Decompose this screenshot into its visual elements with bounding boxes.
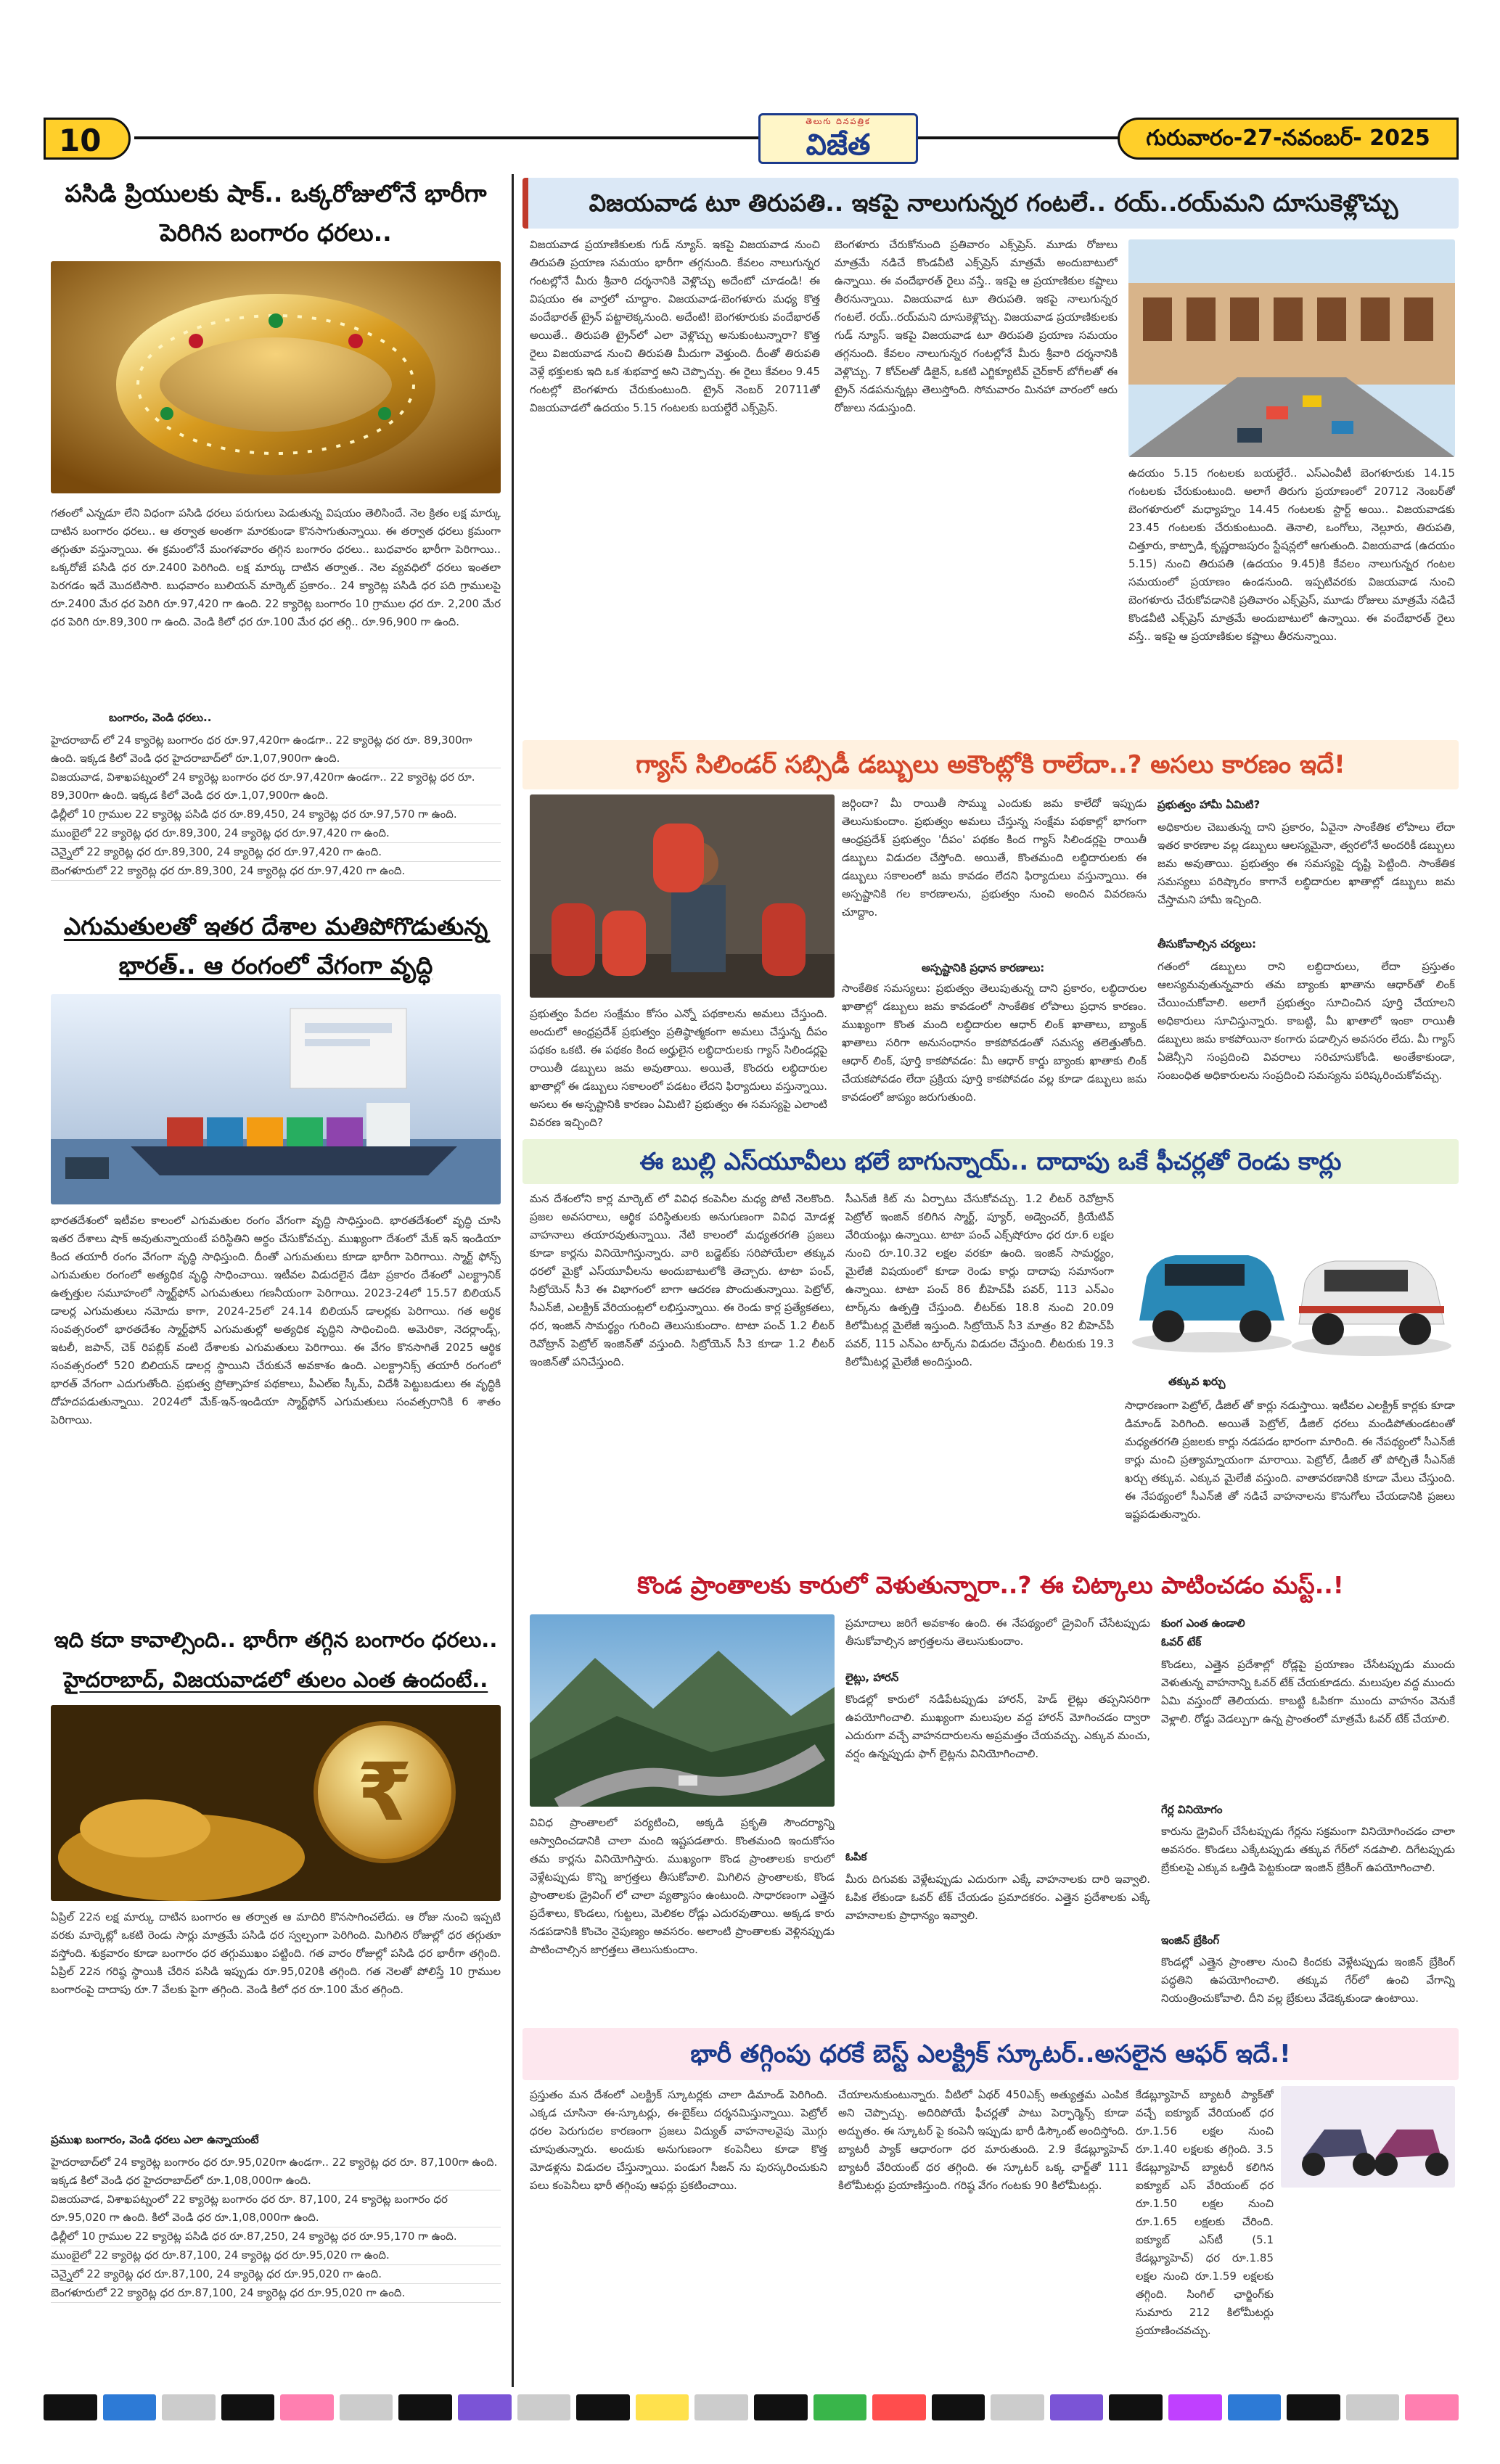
price-row: ఢిల్లీలో 10 గ్రాముల 22 క్యారెట్ల పసిడి ధర రూ.89,450, 24 క్యారెట్ల ధర రూ.97,570 గా ఉంది. (51, 805, 501, 824)
cars-col-3: సాధారణంగా పెట్రోల్, డీజిల్ తో కార్లు నడుస్తాయి. ఇటీవల ఎలక్ట్రిక్ కార్లకు కూడా డిమాండ్ పెరిగింది. అయితే పెట్రోల్, డీజిల్ ధరలు మండిపోతుండటంతో మధ్యతరగతి ప్రజలకు కార్లు నడపడం భారంగా మారింది. ఈ నేపథ్యంలో సీఎన్‌జీ కార్లు మంచి ప్రత్యామ్నాయంగా మారాయి. పెట్రోల్, డీజిల్ తో పోల్చితే సీఎన్‌జీ ఖర్చు తక్కువ. ఎక్కువ మైలేజీ వస్తుంది. వాతావరణానికి కూడా మేలు చేస్తుంది. ఈ నేపథ్యంలో సీఎన్‌జీ తో నడిచే వాహనాలను కొనుగోలు చేయడానికి ప్రజలు ఇష్టపడుతున్నారు. (1125, 1399, 1455, 1521)
color-swatch (398, 2394, 452, 2420)
gas-col-1a: జర్గిందా? మీ రాయితీ సొమ్ము ఎందుకు జమ కాలేదో ఇప్పుడు తెలుసుకుందాం. ప్రభుత్వం అమలు చేస్తున్న సంక్షేమ పథకాల్లో భాగంగా ఆంధ్రప్రదేశ్ ప్రభుత్వం 'దీపం' పథకం కింద గ్యాస్ సిలిండర్లపై రాయితీ డబ్బులు విడుదల చేస్తోంది. అయితే, కొంతమంది లబ్ధిదారులకు ఈ డబ్బులు సకాలంలో జమ కావడం లేదని ఫిర్యాదులు వస్తున్నాయి. ఈ అస్పష్టానికి గల కారణాలను, ప్రభుత్వం నుంచి అందిన వివరణను చూద్దాం. (842, 797, 1147, 919)
hills-subhead-overtake: ఓవర్ టేక్ (1161, 1635, 1202, 1648)
price-row: ఢిల్లీలో 10 గ్రాముల 22 క్యారెట్ల పసిడి ధర రూ.87,250, 24 క్యారెట్ల ధర రూ.95,170 గా ఉంది. (51, 2227, 501, 2246)
color-swatch (636, 2394, 689, 2420)
gold-fall-price-list (51, 2153, 501, 2378)
price-row: చెన్నైలో 22 క్యారెట్ల ధర రూ.87,100, 24 క్యారెట్ల ధర రూ.95,020 గా ఉంది. (51, 2265, 501, 2284)
gas-subhead-reasons: అస్పష్టానికి ప్రధాన కారణాలు: (922, 961, 1045, 974)
gold-shock-headline: పసిడి ప్రియులకు షాక్.. ఒక్కరోజులోనే భారీగా పెరిగిన బంగారం ధరలు.. (65, 179, 487, 247)
cars-headline-box (522, 1139, 1459, 1184)
station-street-illustration (1128, 239, 1455, 457)
price-row: బెంగళూరులో 22 క్యారెట్ల ధర రూ.89,300, 24 క్యారెట్ల ధర రూ.97,420 గా ఉంది. (51, 862, 501, 881)
hills-col-2b: కొండల్లో కారులో నడిపేటప్పుడు హారన్, హెడ్ లైట్లు తప్పనిసరిగా ఉపయోగించాలి. ముఖ్యంగా మలుపుల వద్ద హారన్ మోగించడం ద్వారా ఎదురుగా వచ్చే వాహనదారులను అప్రమత్తం చేయవచ్చు. ఎక్కువ మంచు, వర్షం ఉన్నప్పుడు ఫాగ్ లైట్లను వినియోగించాలి. (845, 1693, 1150, 1760)
hills-col-1: వివిధ ప్రాంతాలలో పర్యటించి, అక్కడి ప్రకృతి సౌందర్యాన్ని ఆస్వాదించడానికి చాలా మంది ఇష్టపడతారు. కొంతమంది ఇందుకోసం తమ కార్లను వినియోగిస్తారు. ముఖ్యంగా కొండ ప్రాంతాలకు కారులో వెళ్లేటప్పుడు కొన్ని జాగ్రత్తలు తీసుకోవాలి. మిగిలిన ప్రాంతాలకు, కొండ ప్రాంతాలకు డ్రైవింగ్ లో చాలా వ్యత్యాసం ఉంటుంది. సాధారణంగా ఎత్తైన ప్రదేశాలు, కొండలు, గుట్టలు, మెలికల రోడ్లు ఎదురవుతాయి. అక్కడ కారు నడపడానికి కొంచెం నైపుణ్యం అవసరం. అలాంటి ప్రాంతాలకు వెళ్లినప్పుడు పాటించాల్సిన జాగ్రత్తలు తెలుసుకుందాం. (530, 1816, 835, 1956)
color-swatch (340, 2394, 393, 2420)
color-swatch (1109, 2394, 1163, 2420)
price-row: ముంబైలో 22 క్యారెట్ల ధర రూ.89,300, 24 క్యారెట్ల ధర రూ.97,420 గా ఉంది. (51, 824, 501, 843)
suv-cars-photo (1125, 1197, 1455, 1364)
winding-road-illustration (530, 1614, 835, 1807)
hills-col-2c: మీరు దిగువకు వెళ్లేటప్పుడు ఎదురుగా ఎక్కే వాహనాలకు దారి ఇవ్వాలి. ఓపిక లేకుండా ఓవర్ టేక్ చేయడం ప్రమాదకరం. ఎత్తైన ప్రదేశాలకు ఎక్కే వాహనాలకు ప్రాధాన్యం ఇవ్వాలి. (845, 1873, 1150, 1922)
gold-shock-subhead: బంగారం, వెండి ధరలు.. (109, 711, 212, 724)
hills-col-3b: కారును డ్రైవింగ్ చేసేటప్పుడు గేర్లను సక్రమంగా వినియోగించడం చాలా అవసరం. కొండలు ఎక్కేటప్పుడు తక్కువ గేర్‌లో నడపాలి. దిగేటప్పుడు బ్రేకులపై ఎక్కువ ఒత్తిడి పెట్టకుండా ఇంజిన్ బ్రేకింగ్ ఉపయోగించాలి. (1161, 1825, 1455, 1874)
gas-cylinder-photo (530, 794, 835, 998)
price-row: హైదరాబాద్ లో 24 క్యారెట్ల బంగారం ధర రూ.97,420గా ఉండగా.. 22 క్యారెట్ల ధర రూ. 89,300గా ఉంది. ఇక్కడ కిలో వెండి ధర హైదరాబాద్‌లో రూ.1,07,900గా ఉంది. (51, 731, 501, 768)
gold-fall-headline-2: హైదరాబాద్, విజయవాడలో తులం ఎంత ఉందంటే.. (63, 1667, 488, 1692)
cars-col-1: మన దేశంలోని కార్ల మార్కెట్ లో వివిధ కంపెనీల మధ్య పోటీ నెలకొంది. ప్రజల అవసరాలు, ఆర్థిక పరిస్థితులకు అనుగుణంగా వివిధ మోడళ్ల వాహనాలు తయారవుతున్నాయి. నేటి కాలంలో మధ్యతరగతి ప్రజలు కూడా కార్లను వినియోగిస్తున్నారు. వారి బడ్జెట్‌కు సరిపోయేలా తక్కువ ధరలో మైక్రో ఎస్‌యూవీలను అందుబాటులోకి తెచ్చారు. టాటా పంచ్, సిట్రోయెన్ సీ3 ఈ విభాగంలో బాగా ఆదరణ పొందుతున్నాయి. పెట్రోల్, సీఎన్‌జీ, ఎలక్ట్రిక్ వేరియంట్లలో లభిస్తున్నాయి. ఈ రెండు కార్ల ప్రత్యేకతలు, ధర, ఇంజిన్ సామర్థ్యం గురించి తెలుసుకుందాం. టాటా పంచ్ 1.2 లీటర్ రెవోట్రాన్ పెట్రోల్ ఇంజిన్‌తో వస్తుంది. సిట్రోయెన్ సీ3 కూడా 1.2 లీటర్ ఇంజిన్‌తో పనిచేస్తుంది. (530, 1192, 835, 1368)
masthead-rule (134, 136, 1208, 139)
hills-headline: కొండ ప్రాంతాలకు కారులో వెళుతున్నారా..? ఈ చిట్కాలు పాటించడం మస్ట్..! (637, 1571, 1344, 1599)
train-headline-box (522, 178, 1459, 229)
color-swatch (280, 2394, 334, 2420)
gold-fall-headline-1: ఇది కదా కావాల్సింది.. భారీగా తగ్గిన బంగారం ధరలు.. (54, 1627, 498, 1652)
exports-photo (51, 994, 501, 1204)
gas-headline-box (522, 740, 1459, 789)
gold-coins-photo (51, 1705, 501, 1901)
gas-subhead-assurance: ప్రభుత్వం హామీ ఏమిటి? (1157, 798, 1261, 811)
cargo-ship-illustration (51, 994, 501, 1204)
hills-subhead-gears: గేర్ల వినియోగం (1161, 1803, 1223, 1816)
cars-col-2: సీఎన్‌జీ కిట్ ను ఏర్పాటు చేసుకోవచ్చు. 1.2 లీటర్ రెవోట్రాన్ పెట్రోల్ ఇంజిన్ కలిగిన స్మార్ట్, ప్యూర్, అడ్వెంచర్, క్రియేటివ్ వేరియంట్లు ఉన్నాయి. టాటా పంచ్ ఎక్స్‌షోరూం ధర రూ.6 లక్షల నుంచి రూ.10.32 లక్షల వరకూ ఉంది. ఇంజిన్ సామర్థ్యం, మైలేజీ విషయంలో కూడా రెండు కార్లు దాదాపు సమానంగా ఉన్నాయి. టాటా పంచ్ 86 బీహెచ్‌పీ పవర్, 113 ఎన్ఎం టార్క్‌ను ఉత్పత్తి చేస్తుంది. లీటర్‌కు 18.8 నుంచి 20.09 కిలోమీటర్ల మైలేజీ ఇస్తుంది. సిట్రోయెన్ సీ3 మాత్రం 82 బీహెచ్‌పీ పవర్, 115 ఎన్ఎం టార్క్‌ను విడుదల చేస్తుంది. లీటరుకు 19.3 కిలోమీటర్ల మైలేజీ అందిస్తుంది. (845, 1192, 1114, 1368)
gold-shock-price-list (51, 731, 501, 898)
scooter-col-3: కేడబ్ల్యూహెచ్ బ్యాటరీ ప్యాక్‌తో వచ్చే ఐక్యూబ్ వేరియంట్ ధర రూ.1.56 లక్షల నుంచి రూ.1.40 లక్షలకు తగ్గింది. 3.5 కేడబ్ల్యూహెచ్ బ్యాటరీ కలిగిన ఐక్యూబ్ ఎస్ వేరియంట్ ధర రూ.1.50 లక్షల నుంచి రూ.1.65 లక్షలకు చేరింది. ఐక్యూబ్ ఎస్‌టీ (5.1 కేడబ్ల్యూహెచ్) ధర రూ.1.85 లక్షల నుంచి రూ.1.59 లక్షలకు తగ్గింది. సింగిల్ ఛార్జింగ్‌కు సుమారు 212 కిలోమీటర్లు ప్రయాణించవచ్చు. (1136, 2088, 1274, 2337)
gas-col-2a: సాంకేతిక సమస్యలు: ప్రభుత్వం తెలుపుతున్న దాని ప్రకారం, లబ్ధిదారుల ఖాతాల్లో డబ్బులు జమ కావడంలో సాంకేతిక లోపాలు ప్రధాన కారణం. ముఖ్యంగా కొంత మంది లబ్ధిదారుల ఆధార్ లింక్ ఖాతాలు, బ్యాంక్ ఖాతాలు సరిగా అనుసంధానం కాకపోవడంతో సమస్య తలెత్తుతోంది. ఆధార్ లింక్, పూర్తి కాకపోవడం: మీ ఆధార్ కార్డు బ్యాంకు ఖాతాకు లింక్ చేయకపోవడం లేదా ప్రక్రియ పూర్తి కాకపోవడం వల్ల కూడా డబ్బులు జమ కావడంలో జాప్యం జరుగుతుంది. (842, 982, 1147, 1104)
color-swatch (1405, 2394, 1459, 2420)
color-swatch (1050, 2394, 1104, 2420)
railway-station-photo (1128, 239, 1455, 457)
color-swatch (1287, 2394, 1340, 2420)
color-swatch (754, 2394, 808, 2420)
price-row: విజయవాడ, విశాఖపట్నంలో 22 క్యారెట్ల బంగారం ధర రూ. 87,100, 24 క్యారెట్ల బంగారం ధర రూ.95,020 గా ఉంది. కిలో వెండి ధర రూ.1,08,000గా ఉంది. (51, 2190, 501, 2227)
train-headline: విజయవాడ టూ తిరుపతి.. ఇకపై నాలుగున్నర గంటలే.. రయ్..రయ్‌మని దూసుకెళ్లొచ్చు (589, 189, 1398, 217)
newspaper-logo (758, 113, 918, 164)
masthead (44, 116, 1459, 161)
hills-col-3: కొండలు, ఎత్తైన ప్రదేశాల్లో రోడ్లపై ప్రయాణం చేసేటప్పుడు ముందు వెళుతున్న వాహనాన్ని ఓవర్ టేక్ చేయకూడదు. మలుపుల వద్ద ముందు ఏమి వస్తుందో తెలియదు. కాబట్టి ఓపికగా ముందు వాహనం వెనుకే వెళ్లాలి. రోడ్డు వెడల్పుగా ఉన్న ప్రాంతంలో మాత్రమే ఓవర్ టేక్ చేయాలి. (1161, 1658, 1455, 1725)
gas-col-2b: అధికారుల చెబుతున్న దాని ప్రకారం, ఏవైనా సాంకేతిక లోపాలు లేదా ఇతర కారణాల వల్ల డబ్బులు ఆలస్యమైనా, త్వరలోనే అందరికీ డబ్బులు జమ అవుతాయి. ప్రభుత్వం ఈ సమస్యపై దృష్టి పెట్టింది. సాంకేతిక సమస్యలు పరిష్కారం కాగానే లబ్ధిదారుల ఖాతాల్లో డబ్బులు జమ చేస్తామని హామీ ఇచ్చింది. (1157, 821, 1455, 906)
color-swatch (221, 2394, 275, 2420)
hills-subhead-lights: లైట్లు, హారన్ (845, 1671, 899, 1684)
logo-text: విజేత (806, 128, 871, 162)
cars-subhead-cost: తక్కువ ఖర్చు (1168, 1375, 1226, 1388)
gas-subhead-actions: తీసుకోవాల్సిన చర్యలు: (1157, 937, 1256, 950)
color-swatch (1346, 2394, 1400, 2420)
exports-body: భారతదేశంలో ఇటీవల కాలంలో ఎగుమతుల రంగం వేగంగా వృద్ధి సాధిస్తుంది. భారతదేశంలో వృద్ధి చూసి ఇతర దేశాలు షాక్ అవుతున్నాయంటే పరిస్థితిని అర్థం చేసుకోవచ్చు. ముఖ్యంగా దేశంలో మేక్ ఇన్ ఇండియా కింద తయారీ రంగం వేగంగా వృద్ధి సాధిస్తుంది. దీంతో ఎగుమతులు కూడా భారీగా పెరిగాయి. స్మార్ట్ ఫోన్స్ ఎగుమతుల రంగంలో అత్యధిక వృద్ధి సాధించాయి. ఇటీవల విడుదలైన డేటా ప్రకారం దేశంలో ఎలక్ట్రానిక్ ఉత్పత్తుల సమూహంలో స్మార్ట్‌ఫోన్ ఎగుమతులు గణనీయంగా పెరిగాయి. 2023-24లో 15.57 బిలియన్ డాలర్ల ఎగుమతులు నమోదు కాగా, 2024-25లో 24.14 బిలియన్ డాలర్లకు పెరిగాయి. గత అర్థిక సంవత్సరంలో భారతదేశం స్మార్ట్‌ఫోన్ ఎగుమతుల్లో అత్యధిక వృద్ధిని సాధించింది. అమెరికా, నెదర్లాండ్స్, ఇటలీ, జపాన్, చెక్ రిపబ్లిక్ వంటి దేశాలకు ఎగుమతులు పెరిగాయి. ఈ వేగం కొనసాగితే 2025 ఆర్థిక సంవత్సరంలో 520 బిలియన్ డాలర్ల స్థాయిని చేరుకునే అవకాశం ఉంది. ఎలక్ట్రానిక్స్ తయారీ రంగంలో భారత్‌ వేగంగా ఎదుగుతోంది. ప్రభుత్వ ప్రోత్సాహక పథకాలు, పీఎల్‌ఐ స్కీమ్, విదేశీ పెట్టుబడులు ఈ వృద్ధికి దోహదపడుతున్నాయి. 2024లో మేక్-ఇన్-ఇండియా స్మార్ట్‌ఫోన్ ఎగుమతులు సంవత్సరానికి 6 శాతం పెరిగాయి. (51, 1214, 501, 1426)
gold-fall-body: ఏప్రిల్ 22న లక్ష మార్కు దాటిన బంగారం ఆ తర్వాత ఆ మాదిరి కొనసాగించలేదు. ఆ రోజు నుంచి ఇప్పటి వరకు మార్కెట్లో ఒకటి రెండు సార్లు మాత్రమే పసిడి ధర స్వల్పంగా పెరిగింది. మిగిలిన రోజుల్లో ధర తగ్గుతూ వస్తోంది. శుక్రవారం కూడా బంగారం ధర తగ్గుముఖం పట్టింది. గత వారం రోజుల్లో పసిడి ధర భారీగా తగ్గింది. ఏప్రిల్ 22న గరిష్ఠ స్థాయికి చేరిన పసిడి ఇప్పుడు రూ.95,020కి తగ్గింది. గత నెలతో పోలిస్తే 10 గ్రాముల బంగారంపై దాదాపు రూ.7 వేలకు పైగా తగ్గింది. వెండి కిలో ధర రూ.100 మేర తగ్గింది. (51, 1910, 501, 1996)
price-row: హైదరాబాద్‌లో 24 క్యారెట్ల బంగారం ధర రూ.95,020గా ఉండగా.. 22 క్యారెట్ల ధర రూ. 87,100గా ఉంది. ఇక్కడ కిలో వెండి ధర హైదరాబాద్‌లో రూ.1,08,000గా ఉంది. (51, 2153, 501, 2190)
color-swatch (44, 2394, 97, 2420)
scooters-illustration (1281, 2086, 1455, 2188)
color-swatch (813, 2394, 867, 2420)
train-col-3: ఉదయం 5.15 గంటలకు బయల్దేరే.. ఎస్ఎంవీటీ బెంగళూరుకు 14.15 గంటలకు చేరుకుంటుంది. అలాగే తిరుగు ప్రయాణంలో 20712 నెంబర్‌తో బెంగళూరులో మధ్యాహ్నం 14.45 గంటలకు స్టార్ట్ అయి.. విజయవాడకు 23.45 గంటలకు చేరుకుంటుంది. తెనాలి, ఒంగోలు, నెల్లూరు, తిరుపతి, చిత్తూరు, కాట్పాడి, కృష్ణరాజపురం స్టేషన్లలో ఆగుతుంది. విజయవాడ (ఉదయం 5.15) నుంచి తిరుపతి (ఉదయం 9.45)కి కేవలం నాలుగున్నర గంటల సమయంలో ప్రయాణం ఉండనుంది. ఇప్పటివరకు విజయవాడ నుంచి బెంగళూరు చేరుకోవడానికి ప్రతివారం ఎక్స్‌ప్రెస్, మూడు రోజులు మాత్రమే నడిచే కొండవీటి ఎక్స్‌ప్రెస్ మాత్రమే అందుబాటులో ఉన్నాయి. ఈ వందేభారత్ రైలు వస్తే.. ఇకపై ఆ ప్రయాణికుల కష్టాలు తీరనున్నాయి. (1128, 467, 1455, 643)
hills-subhead-distance: కుంగ ఎంత ఉండాలి (1161, 1617, 1245, 1630)
column-divider (512, 174, 514, 2387)
svg-text:₹: ₹ (356, 1746, 413, 1839)
scooter-headline: భారీ తగ్గింపు ధరకే బెస్ట్ ఎలక్ట్రిక్ స్కూటర్..అసలైన ఆఫర్ ఇదే.! (690, 2040, 1291, 2069)
exports-headline: ఎగుమతులతో ఇతర దేశాల మతిపోగొడుతున్న భారత్.. ఆ రంగంలో వేగంగా వృద్ధి (63, 912, 488, 980)
train-col-2: బెంగళూరు చేరుకోనుంది ప్రతివారం ఎక్స్‌ప్రెస్. మూడు రోజులు మాత్రమే నడిచే కొండవీటి ఎక్స్‌ప్రెస్ మాత్రమే అందుబాటులో ఉన్నాయి. ఈ వందేభారత్ రైలు వస్తే.. ఇకపై ఆ ప్రయాణికుల కష్టాలు తీరనున్నాయి. విజయవాడ టూ తిరుపతి. ఇకపై నాలుగున్నర గంటలే. రయ్..రయ్‌మని దూసుకెళ్లొచ్చు. విజయవాడ ప్రయాణికులకు గుడ్ న్యూస్. ఇకపై విజయవాడ టూ తిరుపతి ప్రయాణ సమయం తగ్గనుంది. కేవలం నాలుగున్నర గంటల్లోనే మీరు శ్రీవారి దర్శనానికి వెళ్లొచ్చు. 7 కోచ్‌లతో డిజైన్, ఒకటి ఎగ్జిక్యూటివ్ చైర్‌కార్ బోగీలతో ఈ ట్రైన్ నడపనున్నట్లు తెలుస్తోంది. సోమవారం మినహా వారంలో ఆరు రోజులు నడుస్తుంది. (835, 238, 1118, 414)
hills-headline-box (522, 1560, 1459, 1611)
gas-headline: గ్యాస్ సిలిండర్ సబ్సిడీ డబ్బులు అకౌంట్లోకి రాలేదా..? అసలు కారణం ఇదే! (636, 750, 1345, 779)
scooter-col-2: చేయాలనుకుంటున్నారు. వీటిలో ఏథర్ 450ఎక్స్ అత్యుత్తమ ఎంపిక అని చెప్పొచ్చు. అదిరిపోయే ఫీచర్లతో పాటు పెర్ఫార్మెన్స్ కూడా అద్భుతం. ఈ స్కూటర్ పై కంపెనీ ఇప్పుడు భారీ డిస్కౌంట్ అందిస్తోంది. బ్యాటరీ ప్యాక్ ఆధారంగా ధర మారుతుంది. 2.9 కేడబ్ల్యూహెచ్ బ్యాటరీ వేరియంట్ ధర తగ్గింది. ఈ స్కూటర్ ఒక్క ఛార్జ్‌తో 111 కిలోమీటర్లు ప్రయాణిస్తుంది. గరిష్ఠ వేగం గంటకు 90 కిలోమీటర్లు. (838, 2088, 1128, 2192)
two-suvs-illustration (1125, 1197, 1455, 1364)
color-swatch (1228, 2394, 1282, 2420)
price-row: విజయవాడ, విశాఖపట్నంలో 24 క్యారెట్ల బంగారం ధర రూ.97,420గా ఉండగా.. 22 క్యారెట్ల ధర రూ. 89,300గా ఉంది. ఇక్కడ కిలో వెండి ధర రూ.1,07,900గా ఉంది. (51, 768, 501, 805)
color-swatch (576, 2394, 630, 2420)
color-swatch (162, 2394, 216, 2420)
color-swatch (872, 2394, 926, 2420)
gas-col-2c: గతంలో డబ్బులు రాని లబ్ధిదారులు, లేదా ప్రస్తుతం ఆలస్యమవుతున్నవారు తమ బ్యాంకు ఖాతాను ఆధార్‌తో లింక్ చేయించుకోవాలి. అలాగే ప్రభుత్వం సూచించిన పూర్తి చేయాలని అధికారులు సూచిస్తున్నారు. కాబట్టి, మీ ఖాతాలో ఇంకా రాయితీ డబ్బులు జమ కాకపోయినా కంగారు పడాల్సిన అవసరం లేదు. మీ గ్యాస్ ఏజెన్సీని సంప్రదించి వివరాలు సరిచూసుకోండి. అంతేకాకుండా, సంబంధిత అధికారులను సంప్రదించి సమస్యను పరిష్కరించుకోవచ్చు. (1157, 960, 1455, 1082)
scooter-headline-box (522, 2028, 1459, 2080)
color-swatch (1168, 2394, 1222, 2420)
hills-subhead-patience: ఓపిక (845, 1850, 867, 1863)
page-number-badge (44, 118, 131, 160)
color-swatch (517, 2394, 571, 2420)
issue-date: గురువారం-27-నవంబర్- 2025 (1118, 118, 1459, 160)
gold-bangle-illustration (51, 261, 501, 493)
hills-subhead-engine-braking: ఇంజిన్ బ్రేకింగ్ (1161, 1934, 1220, 1947)
gold-coin-rupee-illustration (51, 1705, 501, 1901)
electric-scooter-photo (1281, 2086, 1455, 2188)
color-swatch (458, 2394, 512, 2420)
gold-shock-body: గతంలో ఎన్నడూ లేని విధంగా పసిడి ధరలు పరుగులు పెడుతున్న విషయం తెలిసిందే. నెల క్రితం లక్ష మార్కు దాటిన బంగారం ధరలు.. ఆ తర్వాత అంతగా మారకుండా కొనసాగుతున్నాయి. ఈ తర్వాత ధరలు క్రమంగా తగ్గుతూ వస్తున్నాయి. ఈ క్రమంలోనే మంగళవారం తగ్గిన బంగారం ధరలు.. బుధవారం భారీగా పెరిగాయి.. ఒక్కరోజే పసిడి ధర రూ.2400 పెరిగింది. లక్ష మార్కు దాటిన తర్వాత.. నెల వ్యవధిలో ధరలు ఇంతలా పెరగడం ఇదే మొదటిసారి. బుధవారం బులియన్ మార్కెట్ ప్రకారం.. 24 క్యారెట్ల పసిడి ధర పది గ్రాములపై రూ.2400 మేర ధర పెరిగి రూ.97,420 గా ఉంది. 22 క్యారెట్ల బంగారం 10 గ్రాముల ధర రూ. 2,200 మేర ధర పెరిగి రూ.89,300 గా ఉంది. వెండి కిలో ధర రూ.100 మేర ధర తగ్గి.. రూ.96,900 గా ఉంది. (51, 506, 501, 628)
gas-col-1b: ప్రభుత్వం పేదల సంక్షేమం కోసం ఎన్నో పథకాలను అమలు చేస్తుంది. అందులో ఆంధ్రప్రదేశ్ ప్రభుత్వం ప్రతిష్ఠాత్మకంగా అమలు చేస్తున్న దీపం పథకం ఒకటి. ఈ పథకం కింద అర్హులైన లబ్ధిదారులకు గ్యాస్ సిలిండర్లపై రాయితీ డబ్బులు జమ అవుతాయి. అయితే, కొందరు లబ్ధిదారుల ఖాతాల్లో ఈ డబ్బులు సకాలంలో పడటం లేదని ఫిర్యాదులు వస్తున్నాయి. అసలు ఈ అస్పష్టానికి కారణం ఏమిటి? ప్రభుత్వం ఈ సమస్యపై ఎలాంటి వివరణ ఇచ్చింది? (530, 1007, 827, 1129)
gold-jewellery-photo (51, 261, 501, 493)
train-col-1: విజయవాడ ప్రయాణికులకు గుడ్ న్యూస్. ఇకపై విజయవాడ నుంచి తిరుపతి ప్రయాణ సమయం భారీగా తగ్గనుంది. కేవలం నాలుగున్నర గంటల్లోనే మీరు శ్రీవారి దర్శనానికి వెళ్లొచ్చు అదేంటో చూడండి! ఈ విషయం ఈ వార్తలో చూద్దాం. విజయవాడ-బెంగళూరు మధ్య కొత్త వందేభారత్ ట్రైన్ పట్టాలెక్కనుంది. అదేంటి! బెంగళూరుకు వందేభారత్ అయితే.. తిరుపతి ట్రైన్‌లో ఎలా వెళ్లొచ్చు అనుకుంటున్నారా? కొత్త రైలు విజయవాడ నుంచి తిరుపతి మీదుగా వెళ్తుంది. దీంతో తిరుపతి వెళ్లే భక్తులకు ఇది ఒక శుభవార్త అని చెప్పొచ్చు. ఈ రైలు కేవలం 9.45 గంటల్లో బెంగళూరు చేరుకుంటుంది. ట్రైన్ నెంబర్ 20711తో విజయవాడలో ఉదయం 5.15 గంటలకు బయల్దేరే ఎక్స్‌ప్రెస్. (530, 238, 820, 414)
cars-headline: ఈ బుల్లి ఎస్‌యూవీలు భలే బాగున్నాయ్.. దాదాపు ఒకే ఫీచర్లతో రెండు కార్లు (639, 1147, 1342, 1175)
logo-tagline: తెలుగు దినపత్రిక (806, 117, 871, 126)
mountain-road-photo (530, 1614, 835, 1807)
price-row: ముంబైలో 22 క్యారెట్ల ధర రూ.87,100, 24 క్యారెట్ల ధర రూ.95,020 గా ఉంది. (51, 2246, 501, 2265)
hills-col-3c: కొండల్లో ఎత్తైన ప్రాంతాల నుంచి కిందకు వెళ్లేటప్పుడు ఇంజిన్ బ్రేకింగ్ పద్ధతిని ఉపయోగించాలి. తక్కువ గేర్‌లో ఉంచి వేగాన్ని నియంత్రించుకోవాలి. దీని వల్ల బ్రేకులు వేడెక్కకుండా ఉంటాయి. (1161, 1955, 1455, 2005)
price-row: బెంగళూరులో 22 క్యారెట్ల ధర రూ.87,100, 24 క్యారెట్ల ధర రూ.95,020 గా ఉంది. (51, 2284, 501, 2303)
hills-col-2a: ప్రమాదాలు జరిగే అవకాశం ఉంది. ఈ నేపథ్యంలో డ్రైవింగ్ చేసేటప్పుడు తీసుకోవాల్సిన జాగ్రత్తలను తెలుసుకుందాం. (845, 1617, 1150, 1648)
color-swatch (932, 2394, 985, 2420)
color-swatch (694, 2394, 748, 2420)
color-swatch (991, 2394, 1044, 2420)
page-number: 10 (59, 123, 102, 158)
price-row: చెన్నైలో 22 క్యారెట్ల ధర రూ.89,300, 24 క్యారెట్ల ధర రూ.97,420 గా ఉంది. (51, 843, 501, 862)
cylinder-delivery-illustration (530, 794, 835, 998)
color-swatch (103, 2394, 157, 2420)
print-color-strip (44, 2394, 1459, 2420)
scooter-col-1: ప్రస్తుతం మన దేశంలో ఎలక్ట్రిక్ స్కూటర్లకు చాలా డిమాండ్ పెరిగింది. ఎక్కడ చూసినా ఈ-స్కూటర్లు, ఈ-బైక్‌లు దర్శనమిస్తున్నాయి. పెట్రోల్ ధరల పెరుగుదల కారణంగా ప్రజలు విద్యుత్ వాహనాలవైపు మొగ్గు చూపుతున్నారు. అందుకు అనుగుణంగా కంపెనీలు కూడా కొత్త మోడళ్లను విడుదల చేస్తున్నాయి. పండుగ సీజన్ ను పురస్కరించుకుని పలు కంపెనీలు భారీ తగ్గింపు ఆఫర్లు ప్రకటించాయి. (530, 2088, 827, 2192)
gold-fall-subhead: ప్రముఖ బంగారం, వెండి ధరలు ఎలా ఉన్నాయంటే (51, 2133, 259, 2146)
